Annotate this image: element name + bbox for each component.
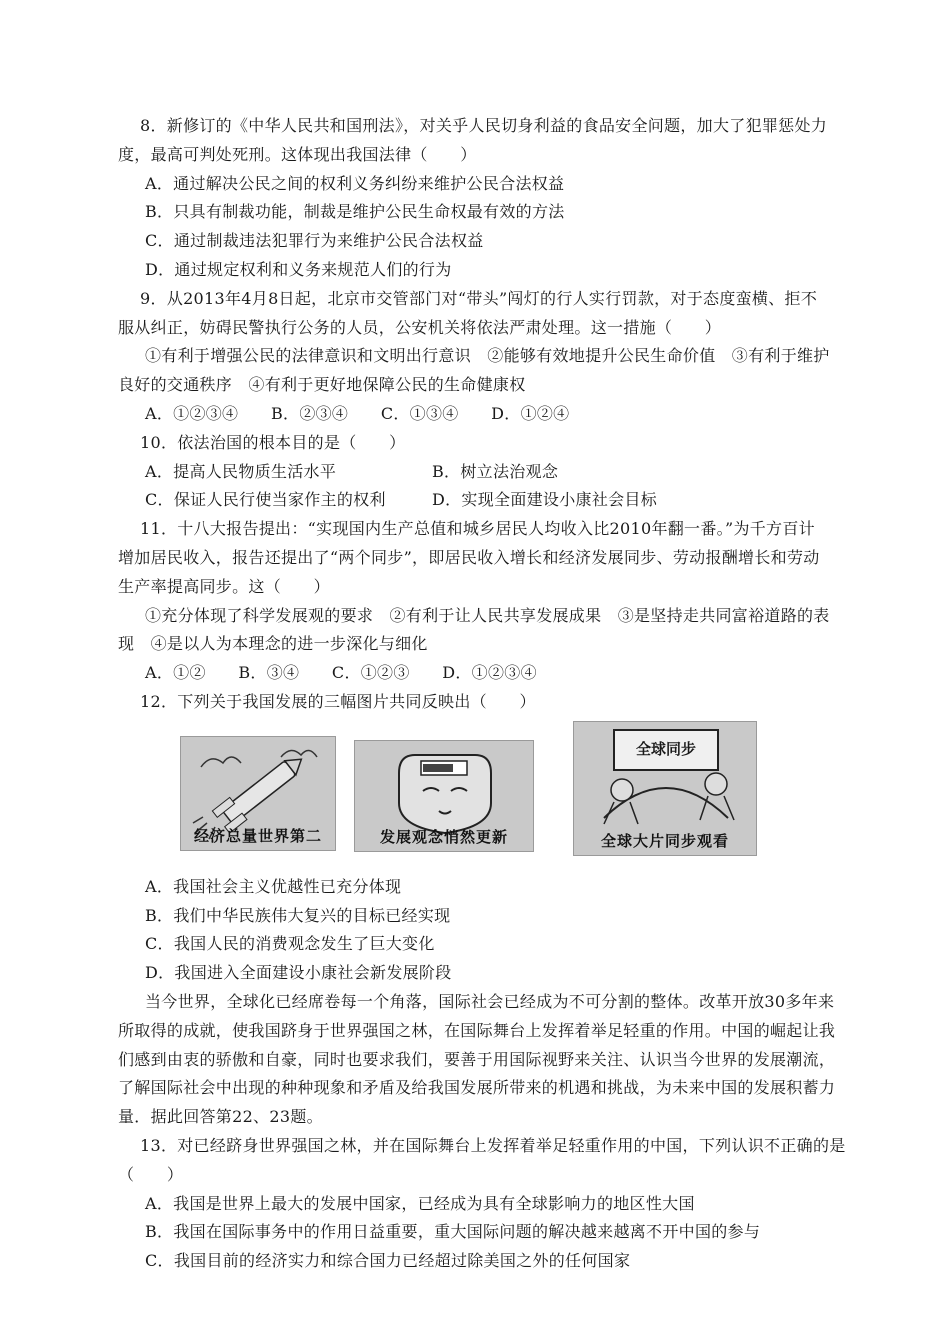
passage-line: 了解国际社会中出现的种种现象和矛盾及给我国发展所带来的机遇和挑战，为未来中国的发展积蓄力 (118, 1078, 836, 1098)
cartoon-screen (573, 721, 757, 856)
passage-line: 当今世界，全球化已经席卷每一个角落，国际社会已经成为不可分割的整体。改革开放30多年来 (145, 991, 835, 1011)
option-d: D．实现全面建设小康社会目标 (432, 490, 658, 510)
statement-items: 现 ④是以人为本理念的进一步深化与细化 (118, 634, 428, 654)
option-b: B．只具有制裁功能，制裁是维护公民生命权最有效的方法 (145, 202, 565, 222)
question-8 (118, 112, 863, 285)
question-13 (118, 1132, 863, 1276)
option-c: C．保证人民行使当家作主的权利 (145, 490, 386, 510)
question-9 (118, 285, 863, 429)
question-stem: 9．从2013年4月8日起，北京市交管部门对“带头”闯灯的行人实行罚款，对于态度蛮横、拒不 (140, 288, 818, 308)
option-c: C．我国人民的消费观念发生了巨大变化 (145, 934, 435, 954)
option-c: C．通过制裁违法犯罪行为来维护公民合法权益 (145, 231, 484, 251)
question-stem: 服从纠正，妨碍民警执行公务的人员，公安机关将依法严肃处理。这一措施（ ） (118, 317, 722, 337)
cartoon-rocket (180, 736, 336, 851)
option-a: A．提高人民物质生活水平 (145, 461, 337, 481)
exam-page (118, 112, 863, 1276)
question-stem: 生产率提高同步。这（ ） (118, 576, 330, 596)
reading-passage (118, 988, 863, 1132)
question-stem: （ ） (118, 1164, 184, 1184)
option-row (118, 458, 863, 487)
cartoon-row (118, 721, 863, 869)
cartoon-head (354, 740, 534, 852)
question-10 (118, 429, 863, 515)
question-stem: 10．依法治国的根本目的是（ ） (140, 432, 406, 452)
question-stem: 度，最高可判处死刑。这体现出我国法律（ ） (118, 144, 477, 164)
option-a: A．通过解决公民之间的权利义务纠纷来维护公民合法权益 (145, 173, 565, 193)
passage-line: 所取得的成就，使我国跻身于世界强国之林，在国际舞台上发挥着举足轻重的作用。中国的崛起让我 (118, 1020, 836, 1040)
screen-sign: 全球同步 (635, 739, 696, 758)
option-b: B．我们中华民族伟大复兴的目标已经实现 (145, 905, 451, 925)
answer-choices: A．①② B．③④ C．①②③ D．①②③④ (145, 663, 537, 683)
question-stem: 增加居民收入，报告还提出了“两个同步”，即居民收入增长和经济发展同步、劳动报酬增长和劳动 (118, 547, 820, 567)
question-11 (118, 515, 863, 688)
option-b: B．我国在国际事务中的作用日益重要，重大国际问题的解决越来越离不开中国的参与 (145, 1222, 761, 1242)
cartoon-caption: 全球大片同步观看 (600, 831, 729, 850)
statement-items: ①有利于增强公民的法律意识和文明出行意识 ②能够有效地提升公民生命价值 ③有利于维护 (145, 346, 830, 366)
answer-choices: A．①②③④ B．②③④ C．①③④ D．①②④ (145, 403, 570, 423)
question-stem: 12．下列关于我国发展的三幅图片共同反映出（ ） (140, 691, 536, 711)
option-b: B．树立法治观念 (432, 461, 559, 481)
statement-items: ①充分体现了科学发展观的要求 ②有利于让人民共享发展成果 ③是坚持走共同富裕道路的表 (145, 605, 830, 625)
option-d: D．我国进入全面建设小康社会新发展阶段 (145, 963, 452, 983)
option-a: A．我国是世界上最大的发展中国家，已经成为具有全球影响力的地区性大国 (145, 1193, 695, 1213)
question-stem: 11．十八大报告提出：“实现国内生产总值和城乡居民人均收入比2010年翻一番。”为千方百计 (140, 519, 815, 539)
option-a: A．我国社会主义优越性已充分体现 (145, 876, 402, 896)
statement-items: 良好的交通秩序 ④有利于更好地保障公民的生命健康权 (118, 375, 526, 395)
cartoon-caption: 经济总量世界第二 (193, 826, 322, 845)
option-c: C．我国目前的经济实力和综合国力已经超过除美国之外的任何国家 (145, 1251, 631, 1271)
question-stem: 13．对已经跻身世界强国之林，并在国际舞台上发挥着举足轻重作用的中国，下列认识不正确的是 (140, 1135, 846, 1155)
option-row (118, 486, 863, 515)
question-12 (118, 688, 863, 988)
question-stem: 8．新修订的《中华人民共和国刑法》，对关乎人民切身利益的食品安全问题，加大了犯罪惩处力 (140, 116, 828, 135)
passage-line: 量．据此回答第22、23题。 (118, 1107, 323, 1127)
option-d: D．通过规定权利和义务来规范人们的行为 (145, 259, 452, 279)
cartoon-caption: 发展观念悄然更新 (379, 827, 508, 846)
passage-line: 们感到由衷的骄傲和自豪，同时也要求我们，要善于用国际视野来关注、认识当今世界的发展潮流， (118, 1049, 836, 1069)
